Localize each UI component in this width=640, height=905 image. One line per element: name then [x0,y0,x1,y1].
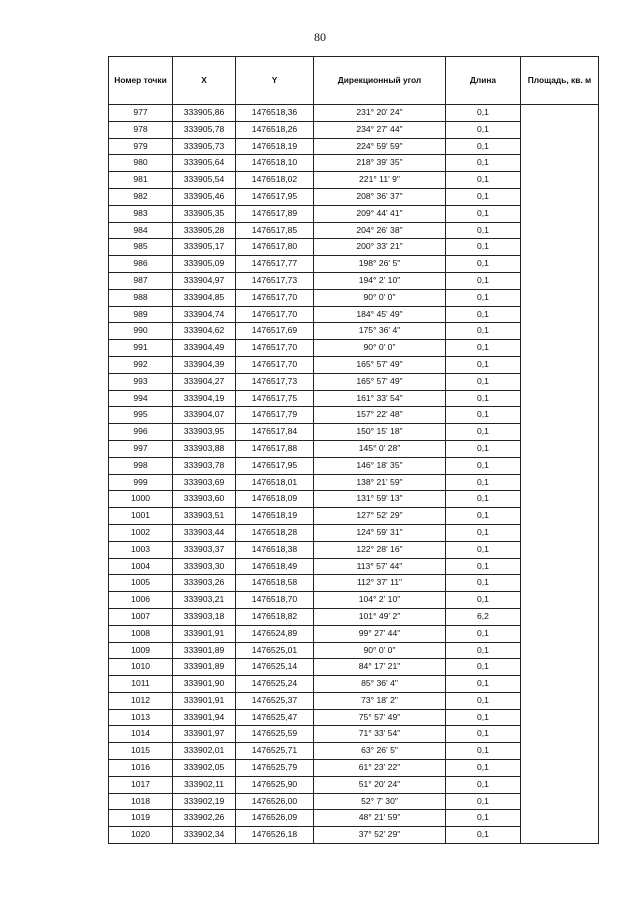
cell-y: 1476525,90 [236,776,314,793]
cell-x: 333905,54 [173,172,236,189]
cell-length: 0,1 [446,306,521,323]
cell-x: 333904,62 [173,323,236,340]
cell-x: 333903,26 [173,575,236,592]
cell-length: 0,1 [446,356,521,373]
cell-length: 0,1 [446,508,521,525]
coordinates-table [108,56,599,844]
cell-direction-angle: 37° 52' 29" [314,827,446,844]
cell-direction-angle: 71° 33' 54" [314,726,446,743]
cell-point-number: 983 [109,205,173,222]
cell-x: 333904,27 [173,373,236,390]
cell-point-number: 998 [109,457,173,474]
cell-x: 333904,97 [173,272,236,289]
cell-y: 1476525,01 [236,642,314,659]
cell-point-number: 1008 [109,625,173,642]
cell-y: 1476518,82 [236,608,314,625]
cell-x: 333903,21 [173,592,236,609]
cell-length: 0,1 [446,541,521,558]
cell-point-number: 982 [109,188,173,205]
cell-length: 0,1 [446,256,521,273]
cell-point-number: 995 [109,407,173,424]
cell-length: 0,1 [446,743,521,760]
cell-direction-angle: 124° 59' 31" [314,524,446,541]
cell-point-number: 1006 [109,592,173,609]
cell-y: 1476525,47 [236,709,314,726]
cell-point-number: 984 [109,222,173,239]
cell-direction-angle: 150° 15' 18" [314,424,446,441]
cell-point-number: 981 [109,172,173,189]
cell-y: 1476525,37 [236,692,314,709]
cell-direction-angle: 52° 7' 30" [314,793,446,810]
cell-point-number: 980 [109,155,173,172]
cell-direction-angle: 51° 20' 24" [314,776,446,793]
cell-x: 333902,05 [173,760,236,777]
cell-length: 0,1 [446,205,521,222]
cell-y: 1476526,09 [236,810,314,827]
cell-x: 333905,64 [173,155,236,172]
cell-direction-angle: 224° 59' 59" [314,138,446,155]
cell-x: 333903,78 [173,457,236,474]
cell-x: 333905,86 [173,105,236,122]
cell-point-number: 1018 [109,793,173,810]
cell-direction-angle: 165° 57' 49" [314,373,446,390]
cell-point-number: 979 [109,138,173,155]
cell-x: 333904,49 [173,340,236,357]
cell-y: 1476526,00 [236,793,314,810]
cell-direction-angle: 209° 44' 41" [314,205,446,222]
cell-x: 333903,44 [173,524,236,541]
cell-direction-angle: 127° 52' 29" [314,508,446,525]
cell-point-number: 977 [109,105,173,122]
cell-x: 333902,01 [173,743,236,760]
cell-y: 1476524,89 [236,625,314,642]
cell-x: 333903,37 [173,541,236,558]
cell-length: 0,1 [446,188,521,205]
cell-y: 1476517,70 [236,306,314,323]
cell-point-number: 1012 [109,692,173,709]
cell-length: 0,1 [446,810,521,827]
cell-point-number: 1001 [109,508,173,525]
cell-direction-angle: 138° 21' 59" [314,474,446,491]
cell-length: 0,1 [446,676,521,693]
cell-x: 333904,07 [173,407,236,424]
cell-y: 1476517,85 [236,222,314,239]
cell-point-number: 996 [109,424,173,441]
cell-length: 0,1 [446,692,521,709]
cell-direction-angle: 90° 0' 0" [314,642,446,659]
cell-direction-angle: 234° 27' 44" [314,121,446,138]
cell-direction-angle: 99° 27' 44" [314,625,446,642]
cell-point-number: 1011 [109,676,173,693]
cell-direction-angle: 194° 2' 10" [314,272,446,289]
cell-y: 1476518,58 [236,575,314,592]
cell-x: 333901,97 [173,726,236,743]
cell-point-number: 999 [109,474,173,491]
cell-point-number: 993 [109,373,173,390]
cell-x: 333901,94 [173,709,236,726]
cell-length: 0,1 [446,172,521,189]
cell-area [521,105,599,844]
cell-direction-angle: 145° 0' 28" [314,440,446,457]
cell-length: 0,1 [446,524,521,541]
cell-point-number: 1004 [109,558,173,575]
cell-y: 1476517,70 [236,356,314,373]
cell-x: 333905,78 [173,121,236,138]
cell-x: 333904,85 [173,289,236,306]
cell-direction-angle: 204° 26' 38" [314,222,446,239]
cell-length: 0,1 [446,222,521,239]
cell-point-number: 994 [109,390,173,407]
cell-direction-angle: 75° 57' 49" [314,709,446,726]
table-body [109,105,599,844]
cell-length: 0,1 [446,558,521,575]
cell-y: 1476517,80 [236,239,314,256]
cell-x: 333903,60 [173,491,236,508]
header-x: X [173,57,236,105]
cell-y: 1476517,75 [236,390,314,407]
cell-x: 333903,18 [173,608,236,625]
cell-length: 0,1 [446,457,521,474]
cell-y: 1476525,79 [236,760,314,777]
cell-y: 1476517,88 [236,440,314,457]
cell-y: 1476517,89 [236,205,314,222]
table-row [109,105,599,122]
cell-length: 0,1 [446,407,521,424]
cell-direction-angle: 122° 28' 16" [314,541,446,558]
cell-point-number: 1015 [109,743,173,760]
cell-y: 1476517,95 [236,188,314,205]
cell-point-number: 997 [109,440,173,457]
cell-length: 0,1 [446,155,521,172]
cell-point-number: 985 [109,239,173,256]
cell-y: 1476518,01 [236,474,314,491]
cell-length: 0,1 [446,390,521,407]
cell-point-number: 1009 [109,642,173,659]
cell-x: 333901,91 [173,692,236,709]
cell-length: 6,2 [446,608,521,625]
cell-point-number: 990 [109,323,173,340]
cell-x: 333903,88 [173,440,236,457]
header-area: Площадь, кв. м [521,57,599,105]
cell-x: 333903,95 [173,424,236,441]
cell-x: 333904,74 [173,306,236,323]
cell-y: 1476517,73 [236,272,314,289]
cell-length: 0,1 [446,272,521,289]
cell-x: 333901,91 [173,625,236,642]
cell-point-number: 1016 [109,760,173,777]
cell-length: 0,1 [446,793,521,810]
cell-length: 0,1 [446,592,521,609]
cell-y: 1476517,70 [236,289,314,306]
page-number: 80 [314,30,326,44]
cell-x: 333905,17 [173,239,236,256]
cell-point-number: 1005 [109,575,173,592]
cell-direction-angle: 48° 21' 59" [314,810,446,827]
cell-point-number: 987 [109,272,173,289]
cell-direction-angle: 90° 0' 0" [314,340,446,357]
cell-direction-angle: 73° 18' 2" [314,692,446,709]
cell-point-number: 1020 [109,827,173,844]
cell-y: 1476518,19 [236,508,314,525]
cell-x: 333901,90 [173,676,236,693]
cell-length: 0,1 [446,424,521,441]
cell-y: 1476518,49 [236,558,314,575]
cell-point-number: 1010 [109,659,173,676]
cell-direction-angle: 90° 0' 0" [314,289,446,306]
cell-y: 1476518,36 [236,105,314,122]
cell-length: 0,1 [446,575,521,592]
cell-y: 1476518,02 [236,172,314,189]
cell-direction-angle: 198° 26' 5" [314,256,446,273]
cell-direction-angle: 104° 2' 10" [314,592,446,609]
cell-direction-angle: 165° 57' 49" [314,356,446,373]
cell-point-number: 978 [109,121,173,138]
cell-length: 0,1 [446,491,521,508]
cell-length: 0,1 [446,239,521,256]
cell-direction-angle: 157° 22' 48" [314,407,446,424]
cell-point-number: 1000 [109,491,173,508]
cell-x: 333905,09 [173,256,236,273]
cell-y: 1476517,79 [236,407,314,424]
cell-point-number: 1002 [109,524,173,541]
header-length: Длина [446,57,521,105]
cell-y: 1476525,59 [236,726,314,743]
cell-direction-angle: 101° 49' 2" [314,608,446,625]
cell-x: 333902,34 [173,827,236,844]
header-point-number: Номер точки [109,57,173,105]
cell-y: 1476518,38 [236,541,314,558]
cell-x: 333904,39 [173,356,236,373]
cell-x: 333902,26 [173,810,236,827]
cell-direction-angle: 200° 33' 21" [314,239,446,256]
cell-x: 333901,89 [173,642,236,659]
cell-x: 333901,89 [173,659,236,676]
cell-x: 333905,28 [173,222,236,239]
cell-y: 1476518,28 [236,524,314,541]
cell-length: 0,1 [446,323,521,340]
cell-length: 0,1 [446,440,521,457]
cell-length: 0,1 [446,726,521,743]
cell-y: 1476525,71 [236,743,314,760]
cell-length: 0,1 [446,776,521,793]
cell-point-number: 1007 [109,608,173,625]
cell-length: 0,1 [446,105,521,122]
cell-point-number: 1014 [109,726,173,743]
cell-length: 0,1 [446,474,521,491]
cell-y: 1476518,70 [236,592,314,609]
cell-x: 333902,19 [173,793,236,810]
cell-direction-angle: 63° 26' 5" [314,743,446,760]
cell-y: 1476517,77 [236,256,314,273]
cell-point-number: 1003 [109,541,173,558]
cell-direction-angle: 113° 57' 44" [314,558,446,575]
cell-y: 1476518,09 [236,491,314,508]
cell-point-number: 992 [109,356,173,373]
cell-direction-angle: 161° 33' 54" [314,390,446,407]
cell-length: 0,1 [446,340,521,357]
cell-y: 1476517,95 [236,457,314,474]
header-direction-angle: Дирекционный угол [314,57,446,105]
cell-direction-angle: 184° 45' 49" [314,306,446,323]
header-y: Y [236,57,314,105]
cell-direction-angle: 175° 36' 4" [314,323,446,340]
cell-x: 333903,51 [173,508,236,525]
cell-point-number: 1017 [109,776,173,793]
cell-direction-angle: 221° 11' 9" [314,172,446,189]
cell-x: 333905,73 [173,138,236,155]
cell-length: 0,1 [446,138,521,155]
cell-length: 0,1 [446,760,521,777]
cell-length: 0,1 [446,289,521,306]
cell-point-number: 986 [109,256,173,273]
cell-direction-angle: 208° 36' 37" [314,188,446,205]
cell-direction-angle: 131° 59' 13" [314,491,446,508]
table-header-row [109,57,599,105]
cell-y: 1476526,18 [236,827,314,844]
cell-direction-angle: 231° 20' 24" [314,105,446,122]
cell-x: 333903,69 [173,474,236,491]
cell-direction-angle: 85° 36' 4" [314,676,446,693]
cell-y: 1476517,73 [236,373,314,390]
cell-length: 0,1 [446,642,521,659]
cell-length: 0,1 [446,625,521,642]
cell-y: 1476525,24 [236,676,314,693]
cell-point-number: 991 [109,340,173,357]
cell-length: 0,1 [446,827,521,844]
cell-direction-angle: 218° 39' 35" [314,155,446,172]
cell-direction-angle: 61° 23' 22" [314,760,446,777]
cell-point-number: 1019 [109,810,173,827]
cell-x: 333904,19 [173,390,236,407]
cell-point-number: 989 [109,306,173,323]
cell-y: 1476525,14 [236,659,314,676]
cell-y: 1476517,84 [236,424,314,441]
cell-direction-angle: 112° 37' 11" [314,575,446,592]
cell-y: 1476518,10 [236,155,314,172]
cell-length: 0,1 [446,121,521,138]
cell-x: 333902,11 [173,776,236,793]
cell-x: 333905,35 [173,205,236,222]
cell-y: 1476518,19 [236,138,314,155]
cell-y: 1476518,26 [236,121,314,138]
cell-y: 1476517,69 [236,323,314,340]
cell-direction-angle: 146° 18' 35" [314,457,446,474]
cell-y: 1476517,70 [236,340,314,357]
cell-length: 0,1 [446,373,521,390]
cell-direction-angle: 84° 17' 21" [314,659,446,676]
cell-length: 0,1 [446,709,521,726]
cell-x: 333905,46 [173,188,236,205]
cell-length: 0,1 [446,659,521,676]
cell-x: 333903,30 [173,558,236,575]
cell-point-number: 988 [109,289,173,306]
cell-point-number: 1013 [109,709,173,726]
